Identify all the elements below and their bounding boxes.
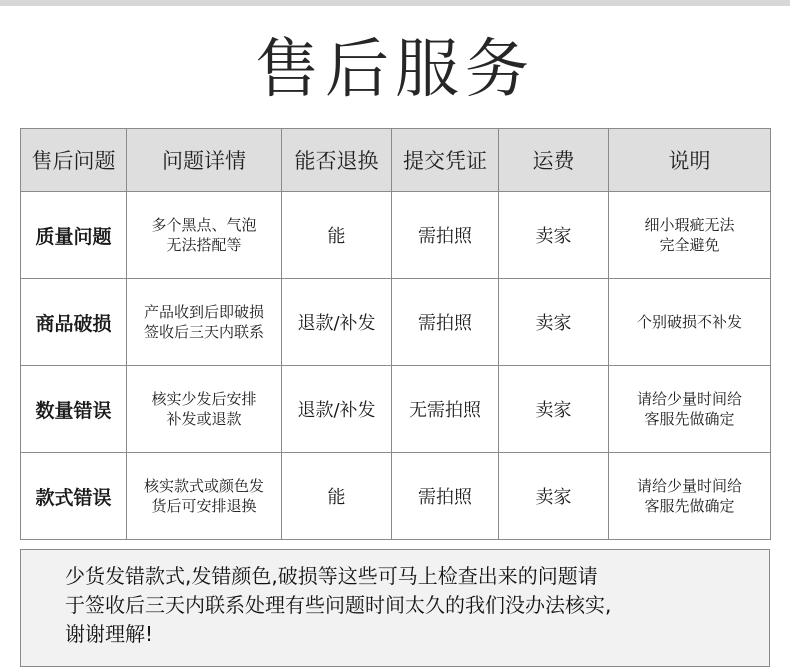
cell-note (609, 366, 771, 453)
cell-detail-line: 核实少发后安排 (151, 390, 257, 408)
cell-shipping: 卖家 (499, 453, 609, 540)
cell-detail-line: 产品收到后即破损 (143, 303, 264, 321)
cell-note (609, 279, 771, 366)
footer-line: 于签收后三天内联系处理有些问题时间太久的我们没办法核实, (65, 593, 612, 617)
table-header-row (21, 129, 771, 192)
cell-detail (127, 192, 282, 279)
cell-detail (127, 453, 282, 540)
cell-issue: 款式错误 (21, 453, 127, 540)
cell-detail (127, 279, 282, 366)
page-title: 售后服务 (255, 33, 535, 107)
cell-returnable: 退款/补发 (282, 279, 392, 366)
cell-proof: 需拍照 (392, 453, 499, 540)
header-issue: 售后问题 (21, 129, 127, 192)
cell-note (609, 192, 771, 279)
cell-detail-line: 多个黑点、气泡 (151, 216, 257, 234)
header-shipping: 运费 (499, 129, 609, 192)
header-note: 说明 (609, 129, 771, 192)
cell-issue: 数量错误 (21, 366, 127, 453)
cell-note-line: 完全避免 (659, 236, 720, 254)
cell-proof: 需拍照 (392, 192, 499, 279)
cell-detail-line: 无法搭配等 (166, 236, 242, 254)
header-proof: 提交凭证 (392, 129, 499, 192)
cell-note-line: 请给少量时间给 (636, 390, 742, 408)
table-row (21, 453, 771, 540)
footer-line: 谢谢理解! (65, 622, 154, 646)
cell-note-line: 个别破损不补发 (636, 313, 742, 331)
after-sales-table (20, 128, 771, 540)
table-row (21, 366, 771, 453)
cell-returnable: 退款/补发 (282, 366, 392, 453)
cell-detail (127, 366, 282, 453)
cell-detail-line: 核实款式或颜色发 (143, 477, 264, 495)
footer-notice (20, 549, 770, 667)
cell-shipping: 卖家 (499, 366, 609, 453)
footer-line: 少货发错款式,发错颜色,破损等这些可马上检查出来的问题请 (65, 564, 598, 588)
cell-issue: 质量问题 (21, 192, 127, 279)
cell-returnable: 能 (282, 453, 392, 540)
cell-detail-line: 签收后三天内联系 (143, 323, 264, 341)
cell-detail-line: 补发或退款 (166, 410, 242, 428)
header-returnable: 能否退换 (282, 129, 392, 192)
cell-detail-line: 货后可安排退换 (151, 497, 257, 515)
cell-proof: 无需拍照 (392, 366, 499, 453)
cell-shipping: 卖家 (499, 192, 609, 279)
cell-proof: 需拍照 (392, 279, 499, 366)
cell-shipping: 卖家 (499, 279, 609, 366)
cell-note-line: 客服先做确定 (644, 497, 735, 515)
top-divider (0, 0, 790, 6)
cell-issue: 商品破损 (21, 279, 127, 366)
cell-note (609, 453, 771, 540)
cell-note-line: 细小瑕疵无法 (644, 216, 735, 234)
cell-note-line: 客服先做确定 (644, 410, 735, 428)
cell-returnable: 能 (282, 192, 392, 279)
header-detail: 问题详情 (127, 129, 282, 192)
table-row (21, 192, 771, 279)
cell-note-line: 请给少量时间给 (636, 477, 742, 495)
table-row (21, 279, 771, 366)
